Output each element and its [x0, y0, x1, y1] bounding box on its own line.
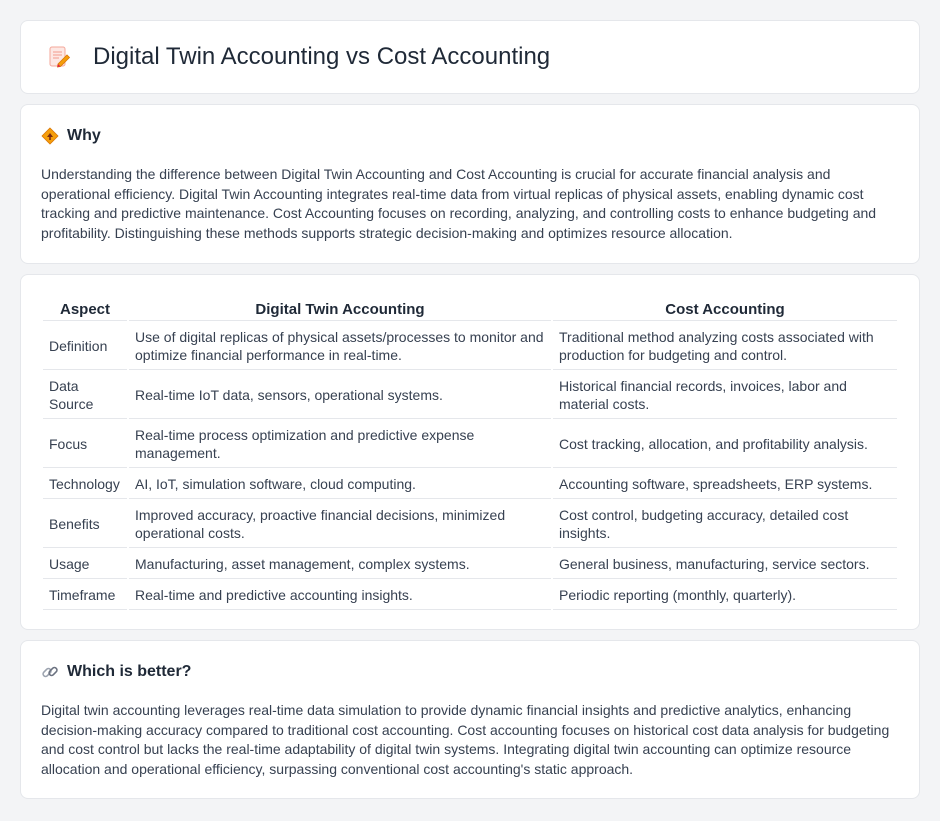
cell-digital-twin: AI, IoT, simulation software, cloud computing. [129, 470, 551, 499]
cell-cost: Accounting software, spreadsheets, ERP systems. [553, 470, 897, 499]
cell-digital-twin: Improved accuracy, proactive financial decisions, minimized operational costs. [129, 501, 551, 548]
which-better-text: Digital twin accounting leverages real-time data simulation to provide dynamic financial insights and predictive analytics, enhancing decision-making accuracy compared to traditional cost accounting. Cost accounting focuses on historical cost data analysis for budgeting and cost control but lacks the real-time adaptability of digital twin systems. Integrating digital twin accounting can optimize resource allocation and operational efficiency, surpassing conventional cost accounting's static approach. [41, 702, 890, 777]
document-pencil-icon [45, 43, 73, 71]
why-section-header [41, 127, 899, 145]
why-section [20, 104, 920, 264]
cell-digital-twin: Real-time process optimization and predictive expense management. [129, 421, 551, 468]
diamond-sign-icon [41, 127, 59, 145]
table-row [43, 323, 897, 370]
cell-cost: General business, manufacturing, service sectors. [553, 550, 897, 579]
cell-digital-twin: Manufacturing, asset management, complex systems. [129, 550, 551, 579]
cell-aspect: Data Source [43, 372, 127, 419]
cell-cost: Periodic reporting (monthly, quarterly). [553, 581, 897, 610]
table-header-row [43, 297, 897, 321]
why-text: Understanding the difference between Digital Twin Accounting and Cost Accounting is crucial for accurate financial analysis and operational efficiency. Digital Twin Accounting integrates real-time data from virtual replicas of physical assets, enabling dynamic cost tracking and predictive maintenance. Cost Accounting focuses on recording, analyzing, and controlling costs to enhance budgeting and profitability. Distinguishing these methods supports strategic decision-making and optimizes resource allocation. [41, 166, 877, 241]
cell-aspect: Definition [43, 323, 127, 370]
cell-cost: Cost tracking, allocation, and profitability analysis. [553, 421, 897, 468]
cell-aspect: Usage [43, 550, 127, 579]
cell-cost: Traditional method analyzing costs associated with production for budgeting and control. [553, 323, 897, 370]
cell-digital-twin: Real-time IoT data, sensors, operational systems. [129, 372, 551, 419]
cell-cost: Historical financial records, invoices, labor and material costs. [553, 372, 897, 419]
comparison-section [20, 274, 920, 630]
table-row [43, 470, 897, 499]
header-aspect: Aspect [43, 297, 127, 321]
header-card [20, 20, 920, 94]
which-better-header [41, 663, 899, 681]
table-row [43, 421, 897, 468]
which-better-title: Which is better? [67, 663, 192, 680]
header-digital-twin: Digital Twin Accounting [129, 297, 551, 321]
cell-aspect: Focus [43, 421, 127, 468]
which-better-section [20, 640, 920, 799]
table-row [43, 550, 897, 579]
table-row [43, 501, 897, 548]
link-icon [41, 663, 59, 681]
cell-aspect: Technology [43, 470, 127, 499]
cell-digital-twin: Real-time and predictive accounting insights. [129, 581, 551, 610]
table-row [43, 372, 897, 419]
page-title: Digital Twin Accounting vs Cost Accounting [93, 43, 551, 70]
cell-aspect: Benefits [43, 501, 127, 548]
header-cost: Cost Accounting [553, 297, 897, 321]
cell-digital-twin: Use of digital replicas of physical assets/processes to monitor and optimize financial performance in real-time. [129, 323, 551, 370]
why-title: Why [67, 127, 101, 144]
cell-cost: Cost control, budgeting accuracy, detailed cost insights. [553, 501, 897, 548]
comparison-table [41, 295, 899, 612]
table-row [43, 581, 897, 610]
cell-aspect: Timeframe [43, 581, 127, 610]
